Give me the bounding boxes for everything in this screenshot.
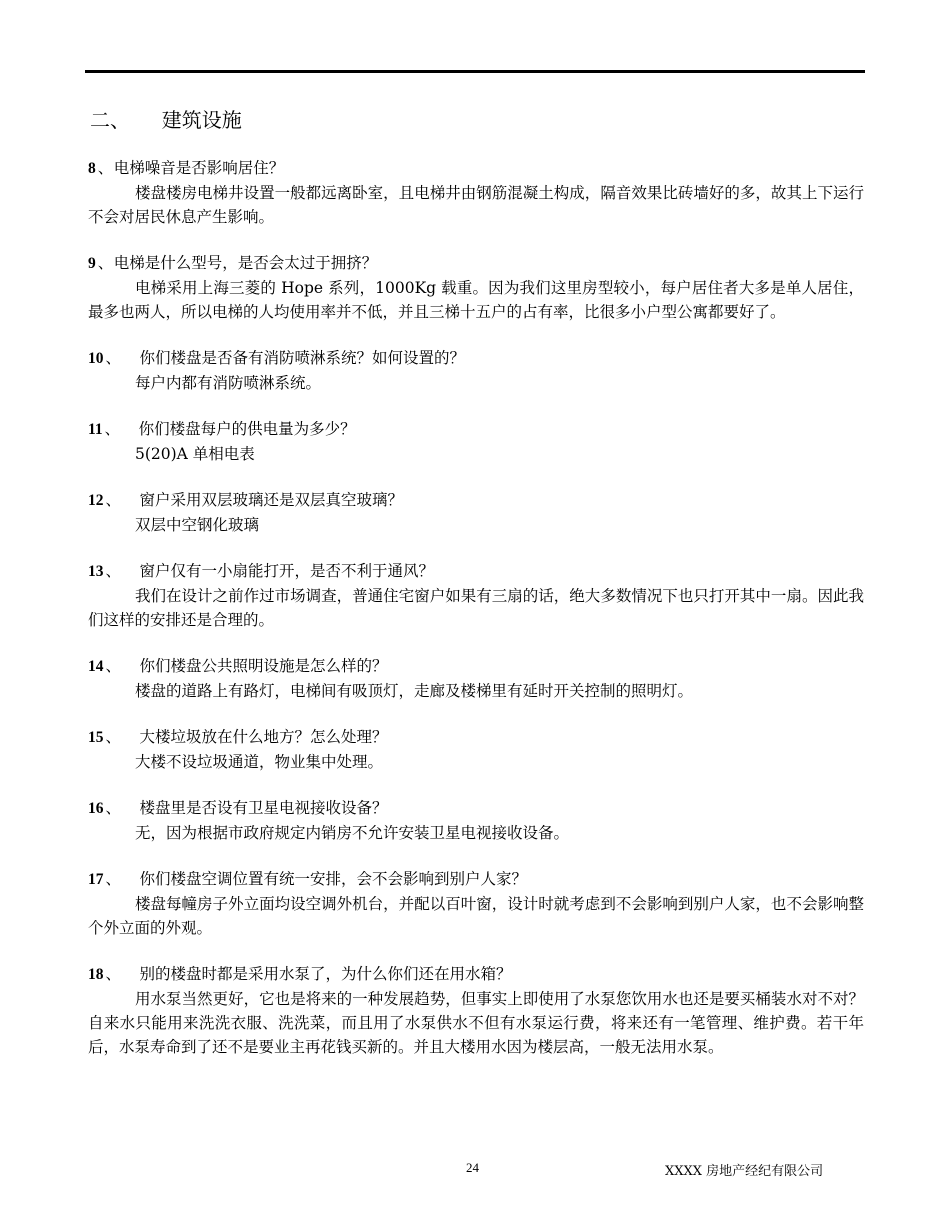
question-number: 12 [88,492,104,509]
question-line: 15 、 大楼垃圾放在什么地方？怎么处理？ [88,725,864,750]
question-text: 窗户仅有一小扇能打开，是否不利于通风？ [139,562,435,580]
answer-text: 楼盘每幢房子外立面均设空调外机台，并配以百叶窗，设计时就考虑到不会影响到别户人家，也不会影响整个外立面的外观。 [88,895,864,937]
section-title: 建筑设施 [161,108,242,132]
question-line: 16 、 楼盘里是否设有卫星电视接收设备？ [88,796,864,821]
answer-text: 楼盘楼房电梯井设置一般都远离卧室，且电梯井由钢筋混凝土构成，隔音效果比砖墙好的多，故其上下运行不会对居民休息产生影响。 [88,184,864,226]
question-number: 11 [88,421,103,438]
question-text: 你们楼盘空调位置有统一安排，会不会影响到别户人家？ [139,870,528,888]
qa-item-11 [88,417,864,466]
question-line: 14 、 你们楼盘公共照明设施是怎么样的？ [88,654,864,679]
qa-item-12 [88,488,864,537]
section-number: 二、 [90,108,130,132]
section-heading [90,106,242,134]
question-line: 18 、 别的楼盘时都是采用水泵了，为什么你们还在用水箱？ [88,962,864,987]
qa-item-8 [88,156,864,229]
answer-text: 无，因为根据市政府规定内销房不允许安装卫星电视接收设备。 [135,824,570,842]
question-number: 15 [88,729,104,746]
qa-item-18 [88,962,864,1059]
question-text: 电梯噪音是否影响居住？ [113,159,285,177]
question-line: 10 、 你们楼盘是否备有消防喷淋系统？如何设置的？ [88,346,864,371]
question-number: 17 [88,871,104,888]
question-line: 12 、 窗户采用双层玻璃还是双层真空玻璃？ [88,488,864,513]
answer-text: 大楼不设垃圾通道，物业集中处理。 [135,753,384,771]
qa-item-16 [88,796,864,845]
footer-company: XXXX 房地产经纪有限公司 [665,1164,824,1179]
qa-item-15 [88,725,864,774]
question-line: 17 、 你们楼盘空调位置有统一安排，会不会影响到别户人家？ [88,867,864,892]
qa-item-17 [88,867,864,940]
question-line: 11 、 你们楼盘每户的供电量为多少？ [88,417,864,442]
header-rule [85,70,865,73]
question-text: 你们楼盘是否备有消防喷淋系统？如何设置的？ [139,349,466,367]
answer-text: 双层中空钢化玻璃 [135,516,260,534]
question-number: 8 [88,160,96,177]
question-number: 18 [88,966,104,983]
page-number: 24 [466,1160,479,1175]
question-line: 13 、 窗户仅有一小扇能打开，是否不利于通风？ [88,559,864,584]
answer-text: 楼盘的道路上有路灯，电梯间有吸顶灯，走廊及楼梯里有延时开关控制的照明灯。 [135,682,694,700]
qa-item-14 [88,654,864,703]
question-number: 9 [88,255,96,272]
question-text: 电梯是什么型号，是否会太过于拥挤？ [113,254,378,272]
question-line: 9 、 电梯是什么型号，是否会太过于拥挤？ [88,251,864,276]
question-text: 你们楼盘公共照明设施是怎么样的？ [139,657,388,675]
answer-text: 电梯采用上海三菱的 Hope 系列，1000Kg 载重。因为我们这里房型较小，每户居住者大多是单人居住，最多也两人，所以电梯的人均使用率并不低，并且三梯十五户的占有率，比很多小户型公寓都要好了。 [88,279,864,321]
qa-item-13 [88,559,864,632]
question-text: 窗户采用双层玻璃还是双层真空玻璃？ [139,491,404,509]
question-text: 大楼垃圾放在什么地方？怎么处理？ [139,728,388,746]
question-number: 14 [88,658,104,675]
answer-text: 每户内都有消防喷淋系统。 [135,374,322,392]
answer-text: 5(20)A 单相电表 [135,445,255,463]
question-text: 楼盘里是否设有卫星电视接收设备？ [139,799,388,817]
question-number: 16 [88,800,104,817]
qa-list [88,156,864,1081]
answer-text: 用水泵当然更好，它也是将来的一种发展趋势，但事实上即使用了水泵您饮用水也还是要买桶装水对不对？自来水只能用来洗洗衣服、洗洗菜，而且用了水泵供水不但有水泵运行费，将来还有一笔管理、维护费。若干年后，水泵寿命到了还不是要业主再花钱买新的。并且大楼用水因为楼层高，一般无法用水泵。 [88,990,864,1056]
qa-item-9 [88,251,864,324]
answer-text: 我们在设计之前作过市场调查，普通住宅窗户如果有三扇的话，绝大多数情况下也只打开其中一扇。因此我们这样的安排还是合理的。 [88,587,864,629]
qa-item-10 [88,346,864,395]
question-text: 别的楼盘时都是采用水泵了，为什么你们还在用水箱？ [139,965,512,983]
question-number: 10 [88,350,104,367]
question-text: 你们楼盘每户的供电量为多少？ [138,420,356,438]
question-line: 8 、 电梯噪音是否影响居住？ [88,156,864,181]
question-number: 13 [88,563,104,580]
